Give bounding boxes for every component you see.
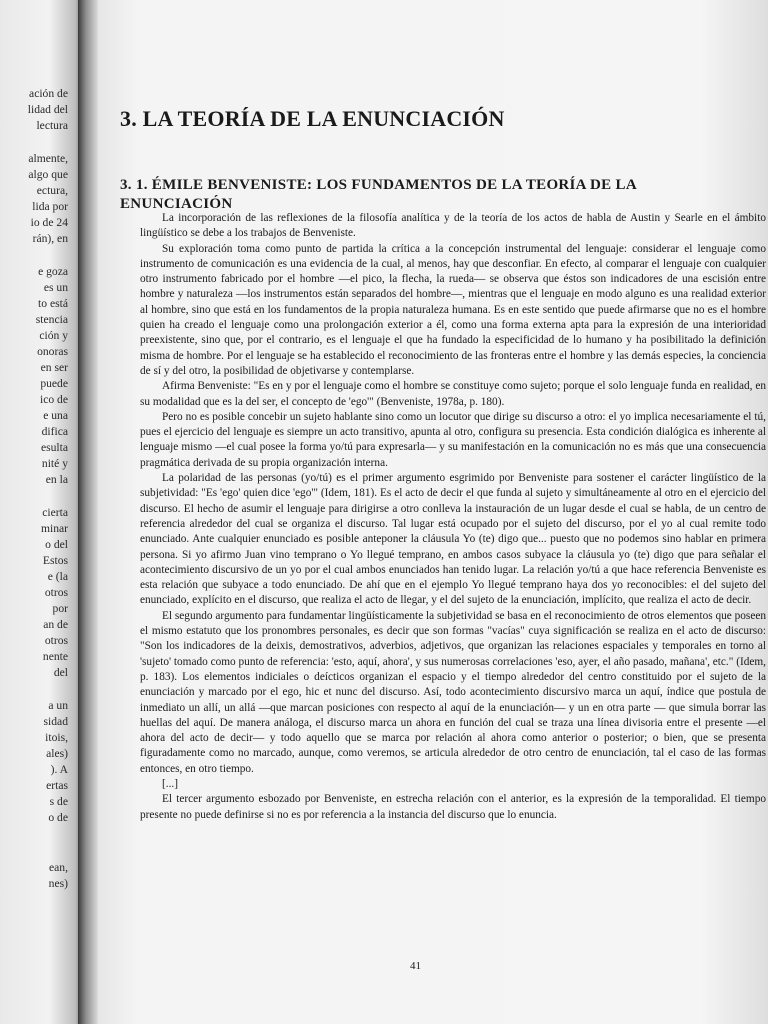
left-page-line: esulta: [40, 441, 68, 454]
left-page-line: del: [53, 666, 68, 679]
left-page-line: minar: [40, 522, 68, 535]
ellipsis-paragraph: [...]: [162, 777, 178, 790]
left-page-line: a un: [48, 699, 68, 712]
left-page-line: rán), en: [32, 232, 68, 245]
left-page-line: ). A: [50, 763, 68, 776]
left-page-line: stencia: [35, 313, 68, 326]
left-page-line: en la: [45, 473, 68, 486]
paragraph: El segundo argumento para fundamentar lingüísticamente la subjetividad se basa en el reconocimiento de otros elementos que poseen el mismo estatuto que los pronombres personales, es decir que son formas "vacías" cuya significación se realiza en el acto de discurso: "Son los indicadores de la deixis, demostrativos, adverbios, adjetivos, que organizan las relaciones espaciales y temporales en torno al 'sujeto' tomado como punto de referencia: 'esto, aquí, ahora', y sus numerosas correlaciones 'eso, ayer, el año pasado, mañana', etc." (Idem, p. 183). Los elementos indiciales o deícticos organizan el espacio y el tiempo alrededor del centro constituido por el sujeto de la enunciación y marcado por el ego, hic et nunc del discurso. Así, todo acontecimiento discursivo marca un aquí, índice que postula de inmediato un allí, un allá —que marcan posiciones con respecto al aquí de la enunciación— y un en otra parte — que simula borrar las huellas del aquí. De manera análoga, el discurso marca un ahora en función del cual se traza una línea divisoria entre el presente —el ahora del acto de decir— y todo aquello que se marca por relación al ahora como anterior o posterior; o bien, que se presenta figuradamente como no marcado, aunque, como veremos, se articula alrededor de otro centro de enunciación, tal el caso de las formas entonces, en otro tiempo.: [140, 609, 766, 775]
left-page-line: e goza: [38, 265, 68, 278]
left-page-line: e (la: [47, 570, 68, 583]
left-page-line: difica: [41, 425, 68, 438]
left-page-line: nes): [48, 877, 68, 890]
left-page-line: io de 24: [30, 216, 68, 229]
left-page-line: lida por: [32, 200, 68, 213]
left-page-line: lidad del: [27, 103, 68, 116]
left-page-line: lectura: [36, 119, 68, 132]
left-page-line: algo que: [28, 168, 68, 181]
left-page-line: ectura,: [36, 184, 68, 197]
left-page-line: puede: [40, 377, 68, 390]
paragraph: La polaridad de las personas (yo/tú) es el primer argumento esgrimido por Benveniste para sostener el carácter lingüístico de la subjetividad: "Es 'ego' quien dice 'ego'" (Idem, 181). Es el acto de decir el que funda al sujeto y simultáneamente al otro en el ejercicio del discurso. El hecho de asumir el lenguaje para dirigirse a otro conlleva la instauración de un lugar desde el cual se habla, de un centro de referencia alrededor del cual se organiza el discurso. Tal lugar está ocupado por el sujeto del discurso, por el yo al cual remite todo enunciado. Ante cualquier enunciado es posible anteponer la cláusula Yo (te) digo que... puesto que no podemos sino hablar en primera persona. Si yo afirmo Juan vino temprano o Yo llegué temprano, en ambos casos subyace la cláusula yo (te) digo que para señalar el acontecimiento discursivo de un yo por el cual ambos enunciados han tenido lugar. La relación yo/tú a que hace referencia Benveniste es esta relación que subyace a todo enunciado. De ahí que en el ejemplo Yo llegué temprano haya dos yo reconocibles: el del sujeto del enunciado, explícito en el discurso, que realiza el acto de llegar, y el del sujeto de la enunciación, implícito, que realiza el acto de decir.: [140, 472, 766, 607]
left-page-line: otros: [44, 634, 68, 647]
left-page-line: nente: [42, 650, 68, 663]
left-page-line: por: [52, 602, 68, 615]
paragraph: Afirma Benveniste: "Es en y por el lenguaje como el hombre se constituye como sujeto; porque el solo lenguaje funda en realidad, en su modalidad que es la del ser, el concepto de 'ego'" (Benveniste, 1978a, p. 180).: [140, 380, 766, 408]
section-title: 3. 1. ÉMILE BENVENISTE: LOS FUNDAMENTOS DE LA TEORÍA DE LA ENUNCIACIÓN: [120, 177, 637, 212]
paragraph: El tercer argumento esbozado por Benveniste, en estrecha relación con el anterior, es la expresión de la temporalidad. El tiempo presente no puede definirse si no es por referencia a la instancia del discurso que lo enuncia.: [140, 793, 766, 821]
left-page-line: es un: [43, 281, 68, 294]
left-page-line: e una: [43, 409, 68, 422]
left-page-line: an de: [43, 618, 68, 631]
left-page-line: onoras: [37, 345, 68, 358]
paragraph: La incorporación de las reflexiones de la filosofía analítica y de la teoría de los actos de habla de Austin y Searle en el ámbito lingüístico se debe a los trabajos de Benveniste.: [140, 212, 766, 240]
paragraph: Su exploración toma como punto de partida la crítica a la concepción instrumental del lenguaje: considerar el lenguaje como instrumento de comunicación es una evidencia de la cual, al menos, hay que desconfiar. En efecto, al comparar el lenguaje con cualquier otro instrumento fabricado por el hombre —el pico, la flecha, la rueda— se observa que éstos son indicadores de una escisión entre hombre y naturaleza —los instrumentos están separados del hombre—, mientras que el lenguaje en modo alguno es una realidad exterior al hombre, sino que está en los fundamentos de la propia naturaleza humana. Es en este sentido que puede afirmarse que no es el hombre quien ha creado el lenguaje como una prolongación exterior a él, como una forma externa apta para la expresión de una interioridad preexistente, sino que, por el contrario, es el lenguaje el que ha fundado la especificidad de lo humano y ha posibilitado la definición misma de hombre. Por el lenguaje se ha establecido el reconocimiento de las fronteras entre el hombre y las demás especies, la conciencia de sí y del otro, la posibilidad de objetivarse y contemplarse.: [140, 242, 766, 377]
left-page-line: o del: [45, 538, 68, 551]
left-page-line: ean,: [49, 861, 68, 874]
left-page-line: ación de: [29, 87, 68, 100]
paragraph: Pero no es posible concebir un sujeto hablante sino como un locutor que dirige su discurso a otro: el yo implica necesariamente el tú, pues el ejercicio del lenguaje es siempre un acto transitivo, apunta al otro, configura su presencia. Esta condición dialógica es inherente al lenguaje mismo —el cual posee la forma yo/tú para expresarla— y su manifestación en la comunicación no es más que una consecuencia pragmática derivada de su propia organización interna.: [140, 410, 766, 469]
left-page-line: en ser: [40, 361, 68, 374]
right-page: [98, 0, 768, 1024]
left-page-line: almente,: [28, 152, 68, 165]
left-page-line: ertas: [46, 779, 68, 792]
left-page-line: Estos: [42, 554, 68, 567]
left-page-line: ción y: [39, 329, 68, 342]
page-number: 41: [410, 960, 421, 972]
left-page-line: ales): [46, 747, 68, 760]
left-page-line: to está: [38, 297, 68, 310]
left-page-line: cierta: [42, 506, 68, 519]
left-page-line: itois,: [45, 731, 68, 744]
chapter-title: 3. LA TEORÍA DE LA ENUNCIACIÓN: [120, 106, 505, 131]
left-page-line: s de: [49, 795, 68, 808]
left-page-line: sidad: [43, 715, 68, 728]
left-page-line: otros: [44, 586, 68, 599]
left-page-line: ico de: [39, 393, 68, 406]
left-page-edge: [0, 0, 82, 1024]
left-page-line: o de: [48, 811, 68, 824]
left-page-line: nité y: [41, 457, 68, 470]
body-text: [140, 211, 766, 823]
